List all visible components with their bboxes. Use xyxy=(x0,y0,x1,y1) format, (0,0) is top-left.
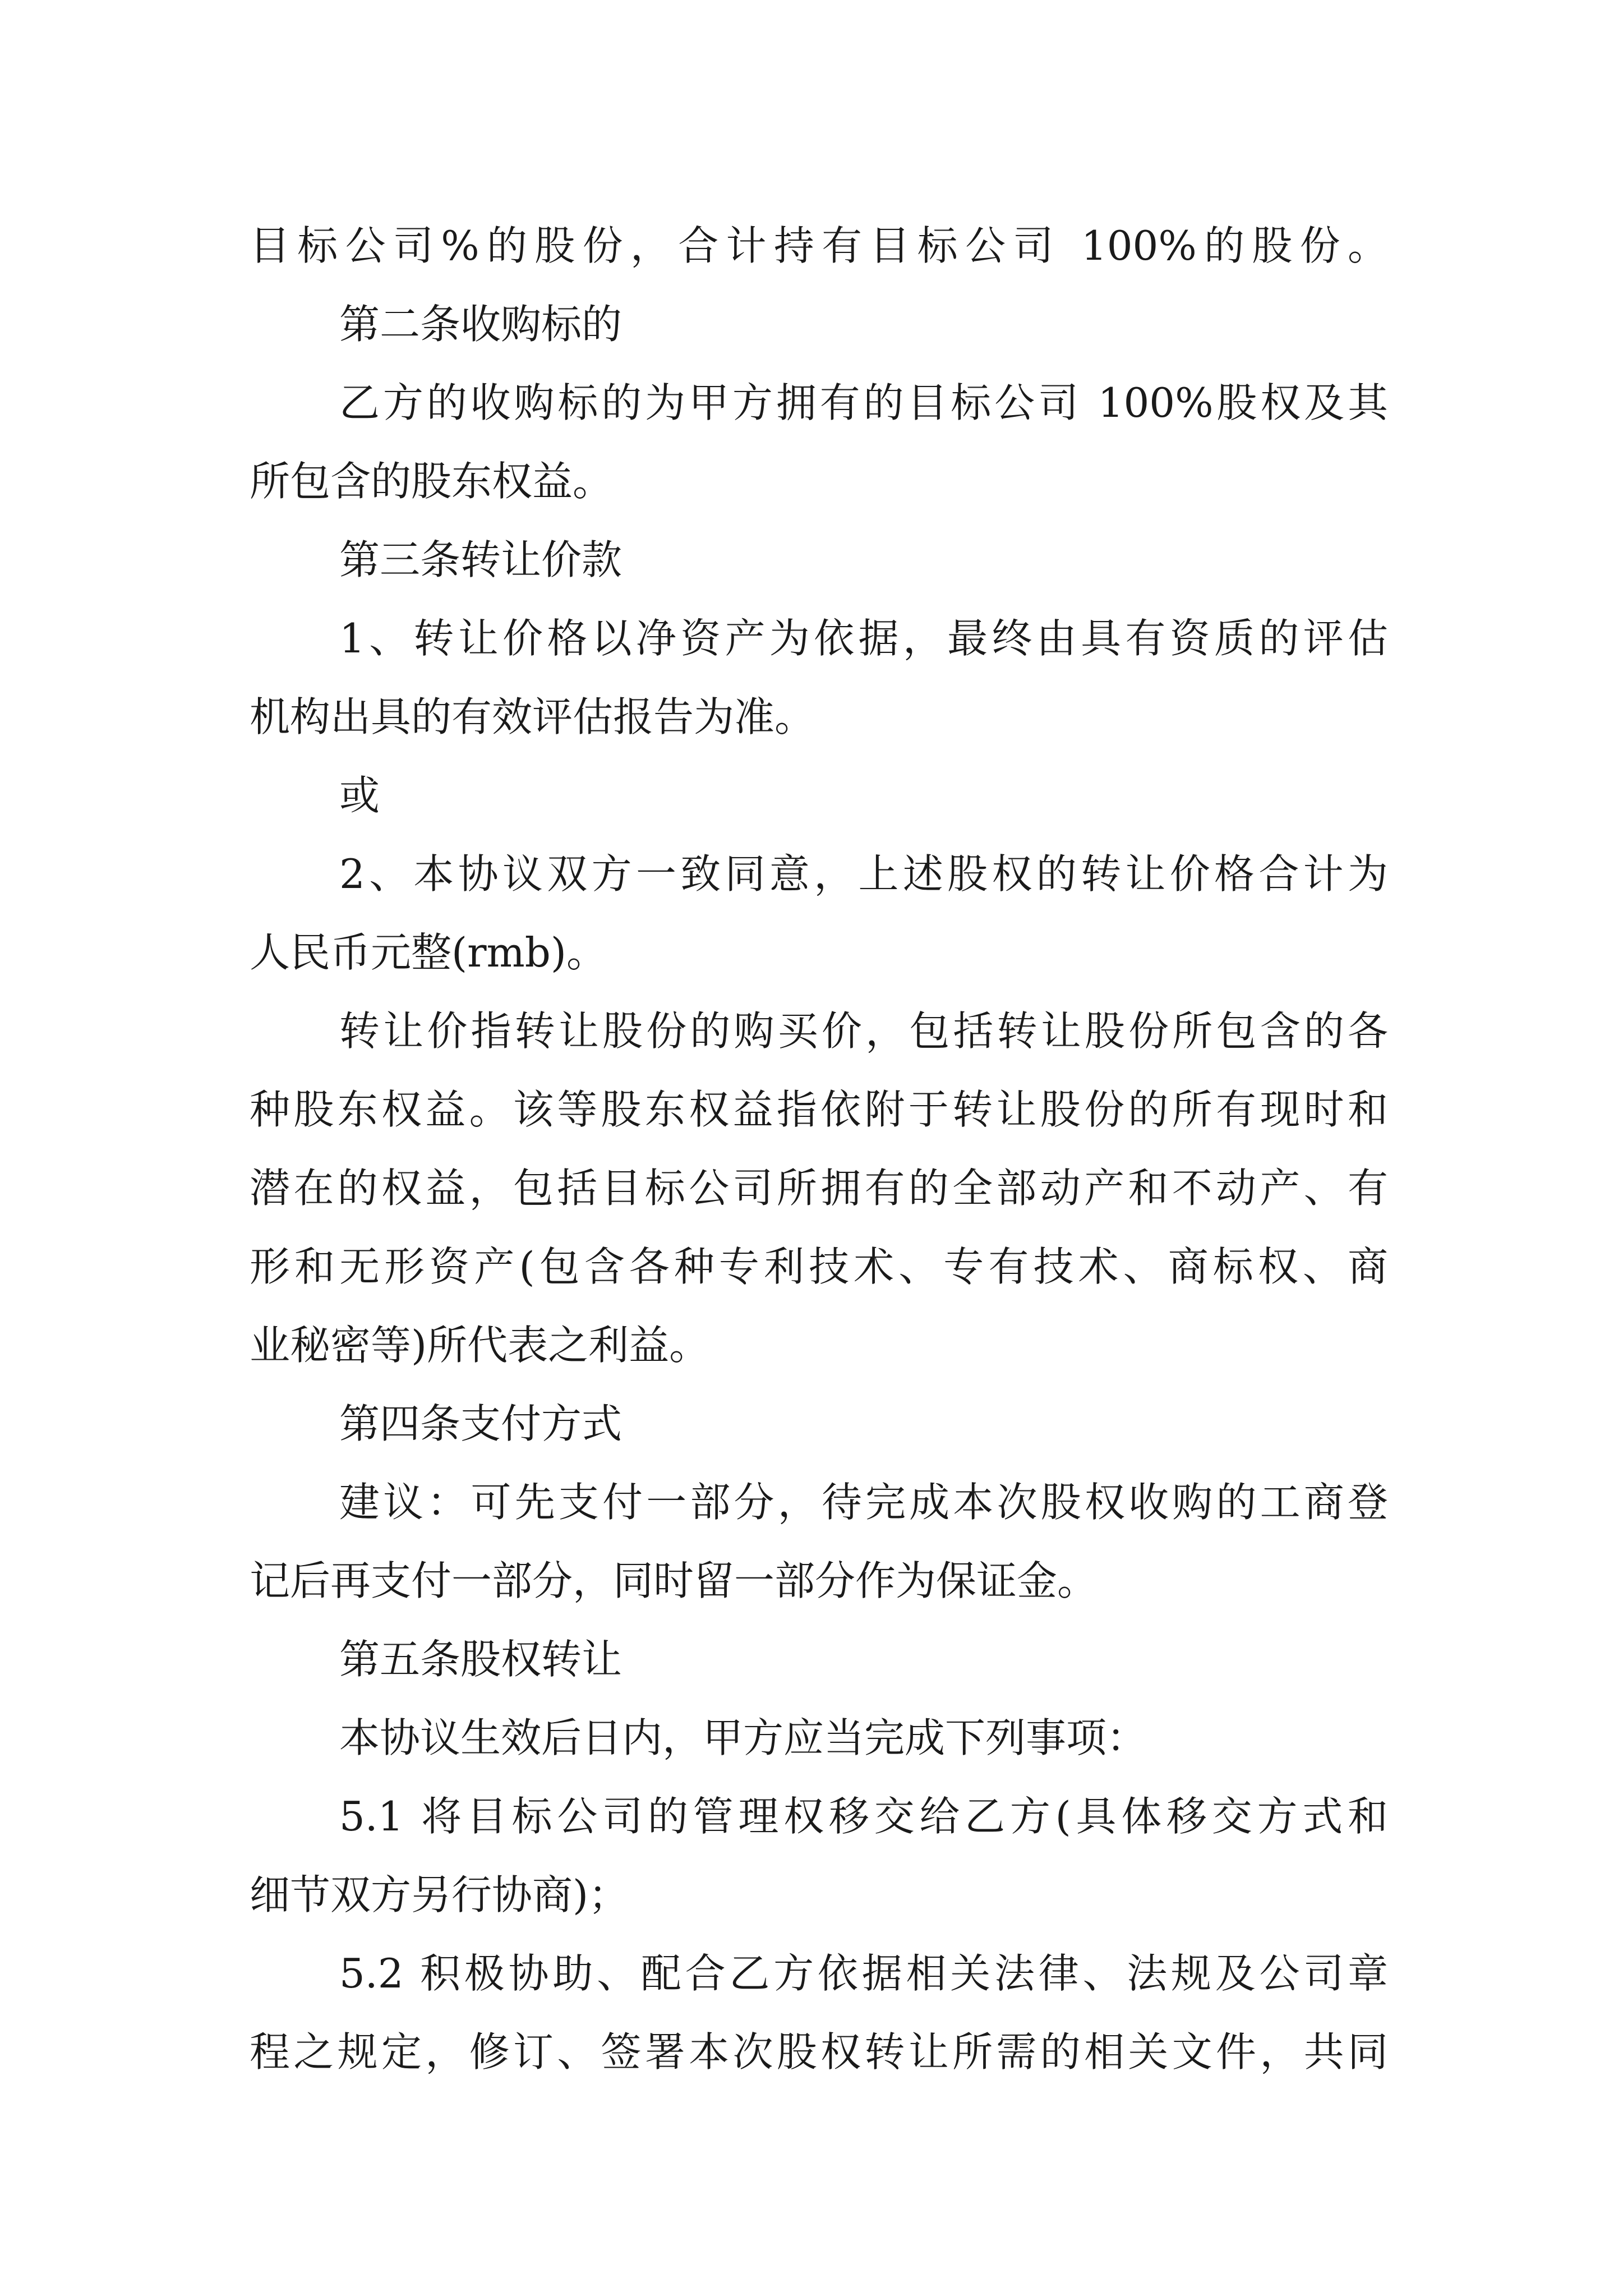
text-line: 人民币元整(rmb)。 xyxy=(250,929,607,976)
text-line: 形和无形资产(包含各种专利技术、专有技术、商标权、商 xyxy=(250,1243,1388,1290)
text-line: 2、本协议双方一致同意，上述股权的转让价格合计为 xyxy=(339,850,1388,898)
text-line: 目标公司%的股份，合计持有目标公司 100%的股份。 xyxy=(250,222,1388,269)
text-line: 本协议生效后日内，甲方应当完成下列事项： xyxy=(339,1714,1147,1761)
text-line: 5.2 积极协助、配合乙方依据相关法律、法规及公司章 xyxy=(339,1950,1388,1997)
text-line: 所包含的股东权益。 xyxy=(250,458,614,505)
section-heading: 第五条股权转让 xyxy=(339,1636,623,1683)
text-line: 业秘密等)所代表之利益。 xyxy=(250,1322,710,1369)
section-heading: 第四条支付方式 xyxy=(339,1400,623,1447)
text-line: 程之规定，修订、签署本次股权转让所需的相关文件，共同 xyxy=(250,2028,1388,2076)
text-line: 5.1 将目标公司的管理权移交给乙方(具体移交方式和 xyxy=(339,1793,1388,1840)
text-line: 1、转让价格以净资产为依据，最终由具有资质的评估 xyxy=(339,615,1388,662)
text-line: 机构出具的有效评估报告为准。 xyxy=(250,693,815,740)
section-heading: 第三条转让价款 xyxy=(339,536,623,583)
text-line: 潜在的权益，包括目标公司所拥有的全部动产和不动产、有 xyxy=(250,1165,1388,1212)
text-line: 种股东权益。该等股东权益指依附于转让股份的所有现时和 xyxy=(250,1086,1388,1133)
text-line: 细节双方另行协商)； xyxy=(250,1871,629,1918)
text-line: 建议：可先支付一部分，待完成本次股权收购的工商登 xyxy=(339,1479,1388,1526)
text-line: 转让价指转让股份的购买价，包括转让股份所包含的各 xyxy=(339,1007,1388,1055)
text-line: 或 xyxy=(339,772,380,819)
text-line: 乙方的收购标的为甲方拥有的目标公司 100%股权及其 xyxy=(339,379,1388,426)
section-heading: 第二条收购标的 xyxy=(339,301,623,348)
text-line: 记后再支付一部分，同时留一部分作为保证金。 xyxy=(250,1557,1098,1604)
